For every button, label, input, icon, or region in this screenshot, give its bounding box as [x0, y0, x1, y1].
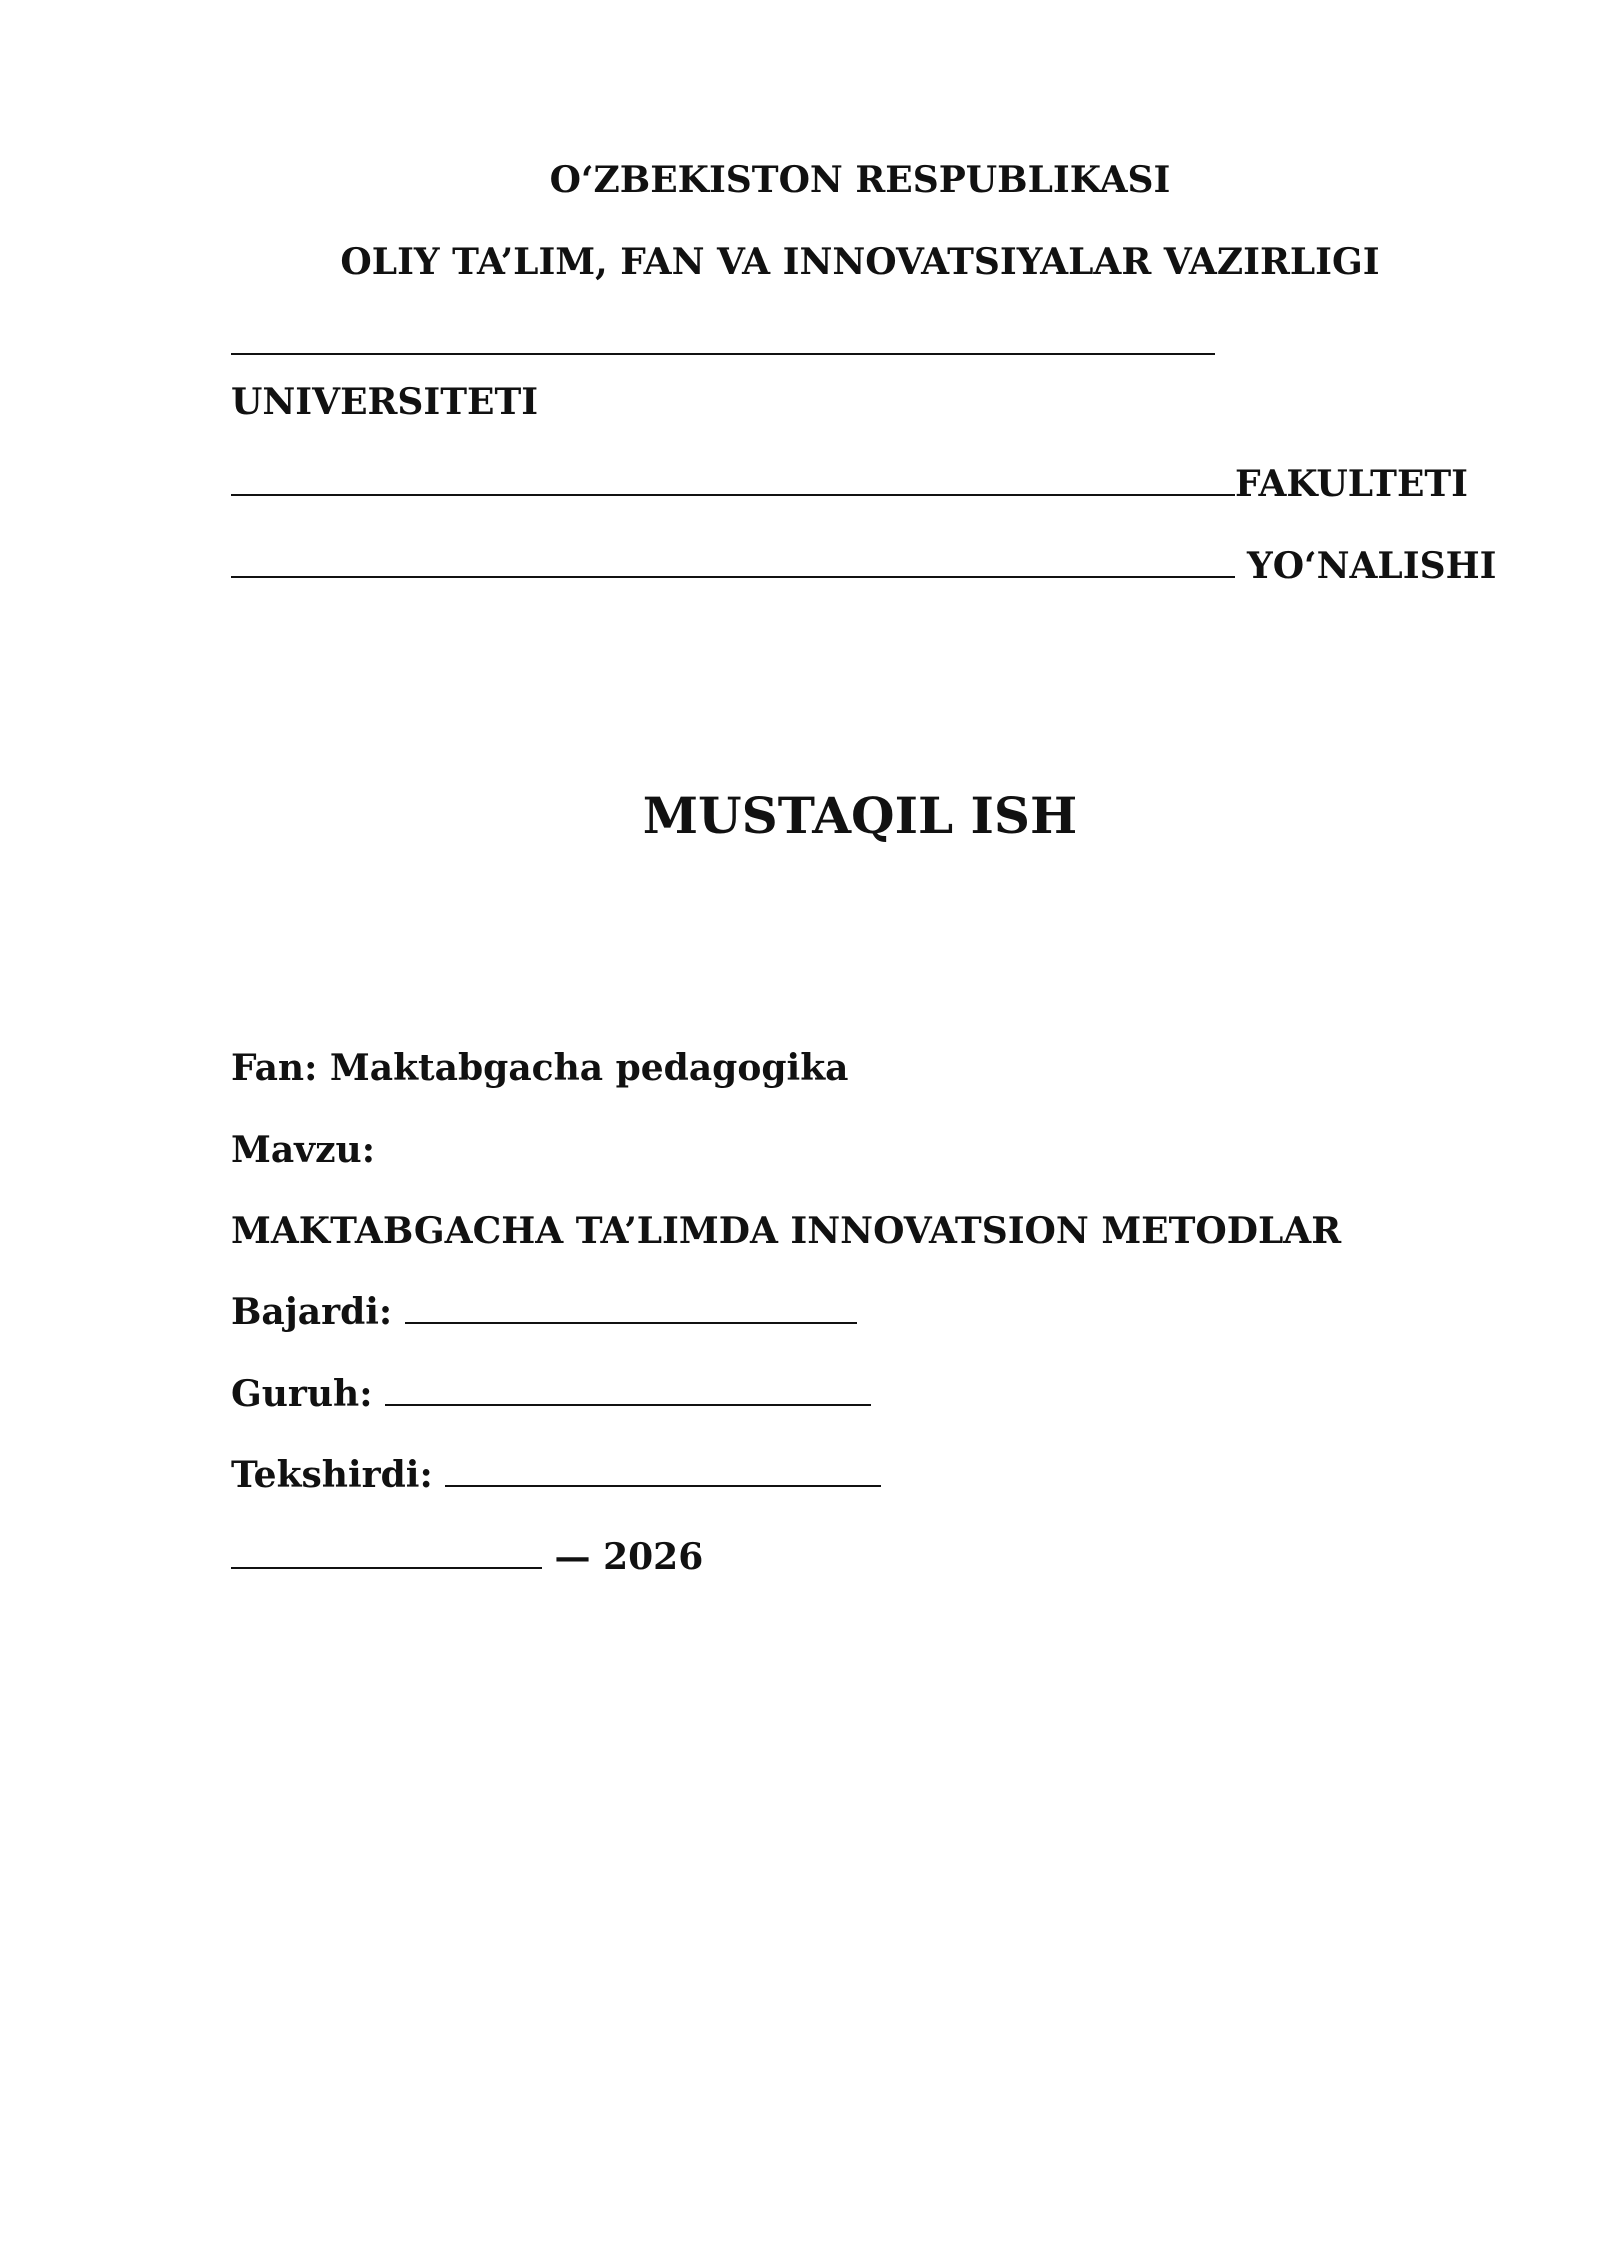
document-title: MUSTAQIL ISH [642, 786, 1078, 845]
direction-label: YO‘NALISHI [1247, 545, 1497, 587]
year-text: — 2026 [542, 1536, 704, 1578]
performed-name-blank [405, 1292, 857, 1324]
faculty-name-blank [231, 464, 1235, 496]
checked-label: Tekshirdi: [231, 1454, 433, 1496]
ministry-heading: OLIY TA’LIM, FAN VA INNOVATSIYALAR VAZIRLIGI [340, 241, 1380, 283]
university-name-blank [231, 353, 1215, 355]
subject-line: Fan: Maktabgacha pedagogika [231, 1047, 849, 1089]
city-year-line [231, 1535, 703, 1579]
performed-line [231, 1290, 857, 1334]
group-name-blank [385, 1374, 871, 1406]
direction-line [231, 544, 1496, 588]
direction-name-blank [231, 546, 1235, 578]
university-label: UNIVERSITETI [231, 381, 539, 423]
performed-label: Bajardi: [231, 1291, 393, 1333]
checked-name-blank [445, 1455, 881, 1487]
group-line [231, 1372, 871, 1416]
faculty-label: FAKULTETI [1235, 463, 1469, 505]
faculty-line [231, 462, 1468, 506]
topic-label: Mavzu: [231, 1129, 375, 1171]
checked-line [231, 1453, 881, 1497]
group-label: Guruh: [231, 1373, 373, 1415]
topic-value: MAKTABGACHA TA’LIMDA INNOVATSION METODLAR [231, 1210, 1342, 1252]
republic-heading: O‘ZBEKISTON RESPUBLIKASI [549, 159, 1171, 201]
city-blank [231, 1537, 542, 1569]
